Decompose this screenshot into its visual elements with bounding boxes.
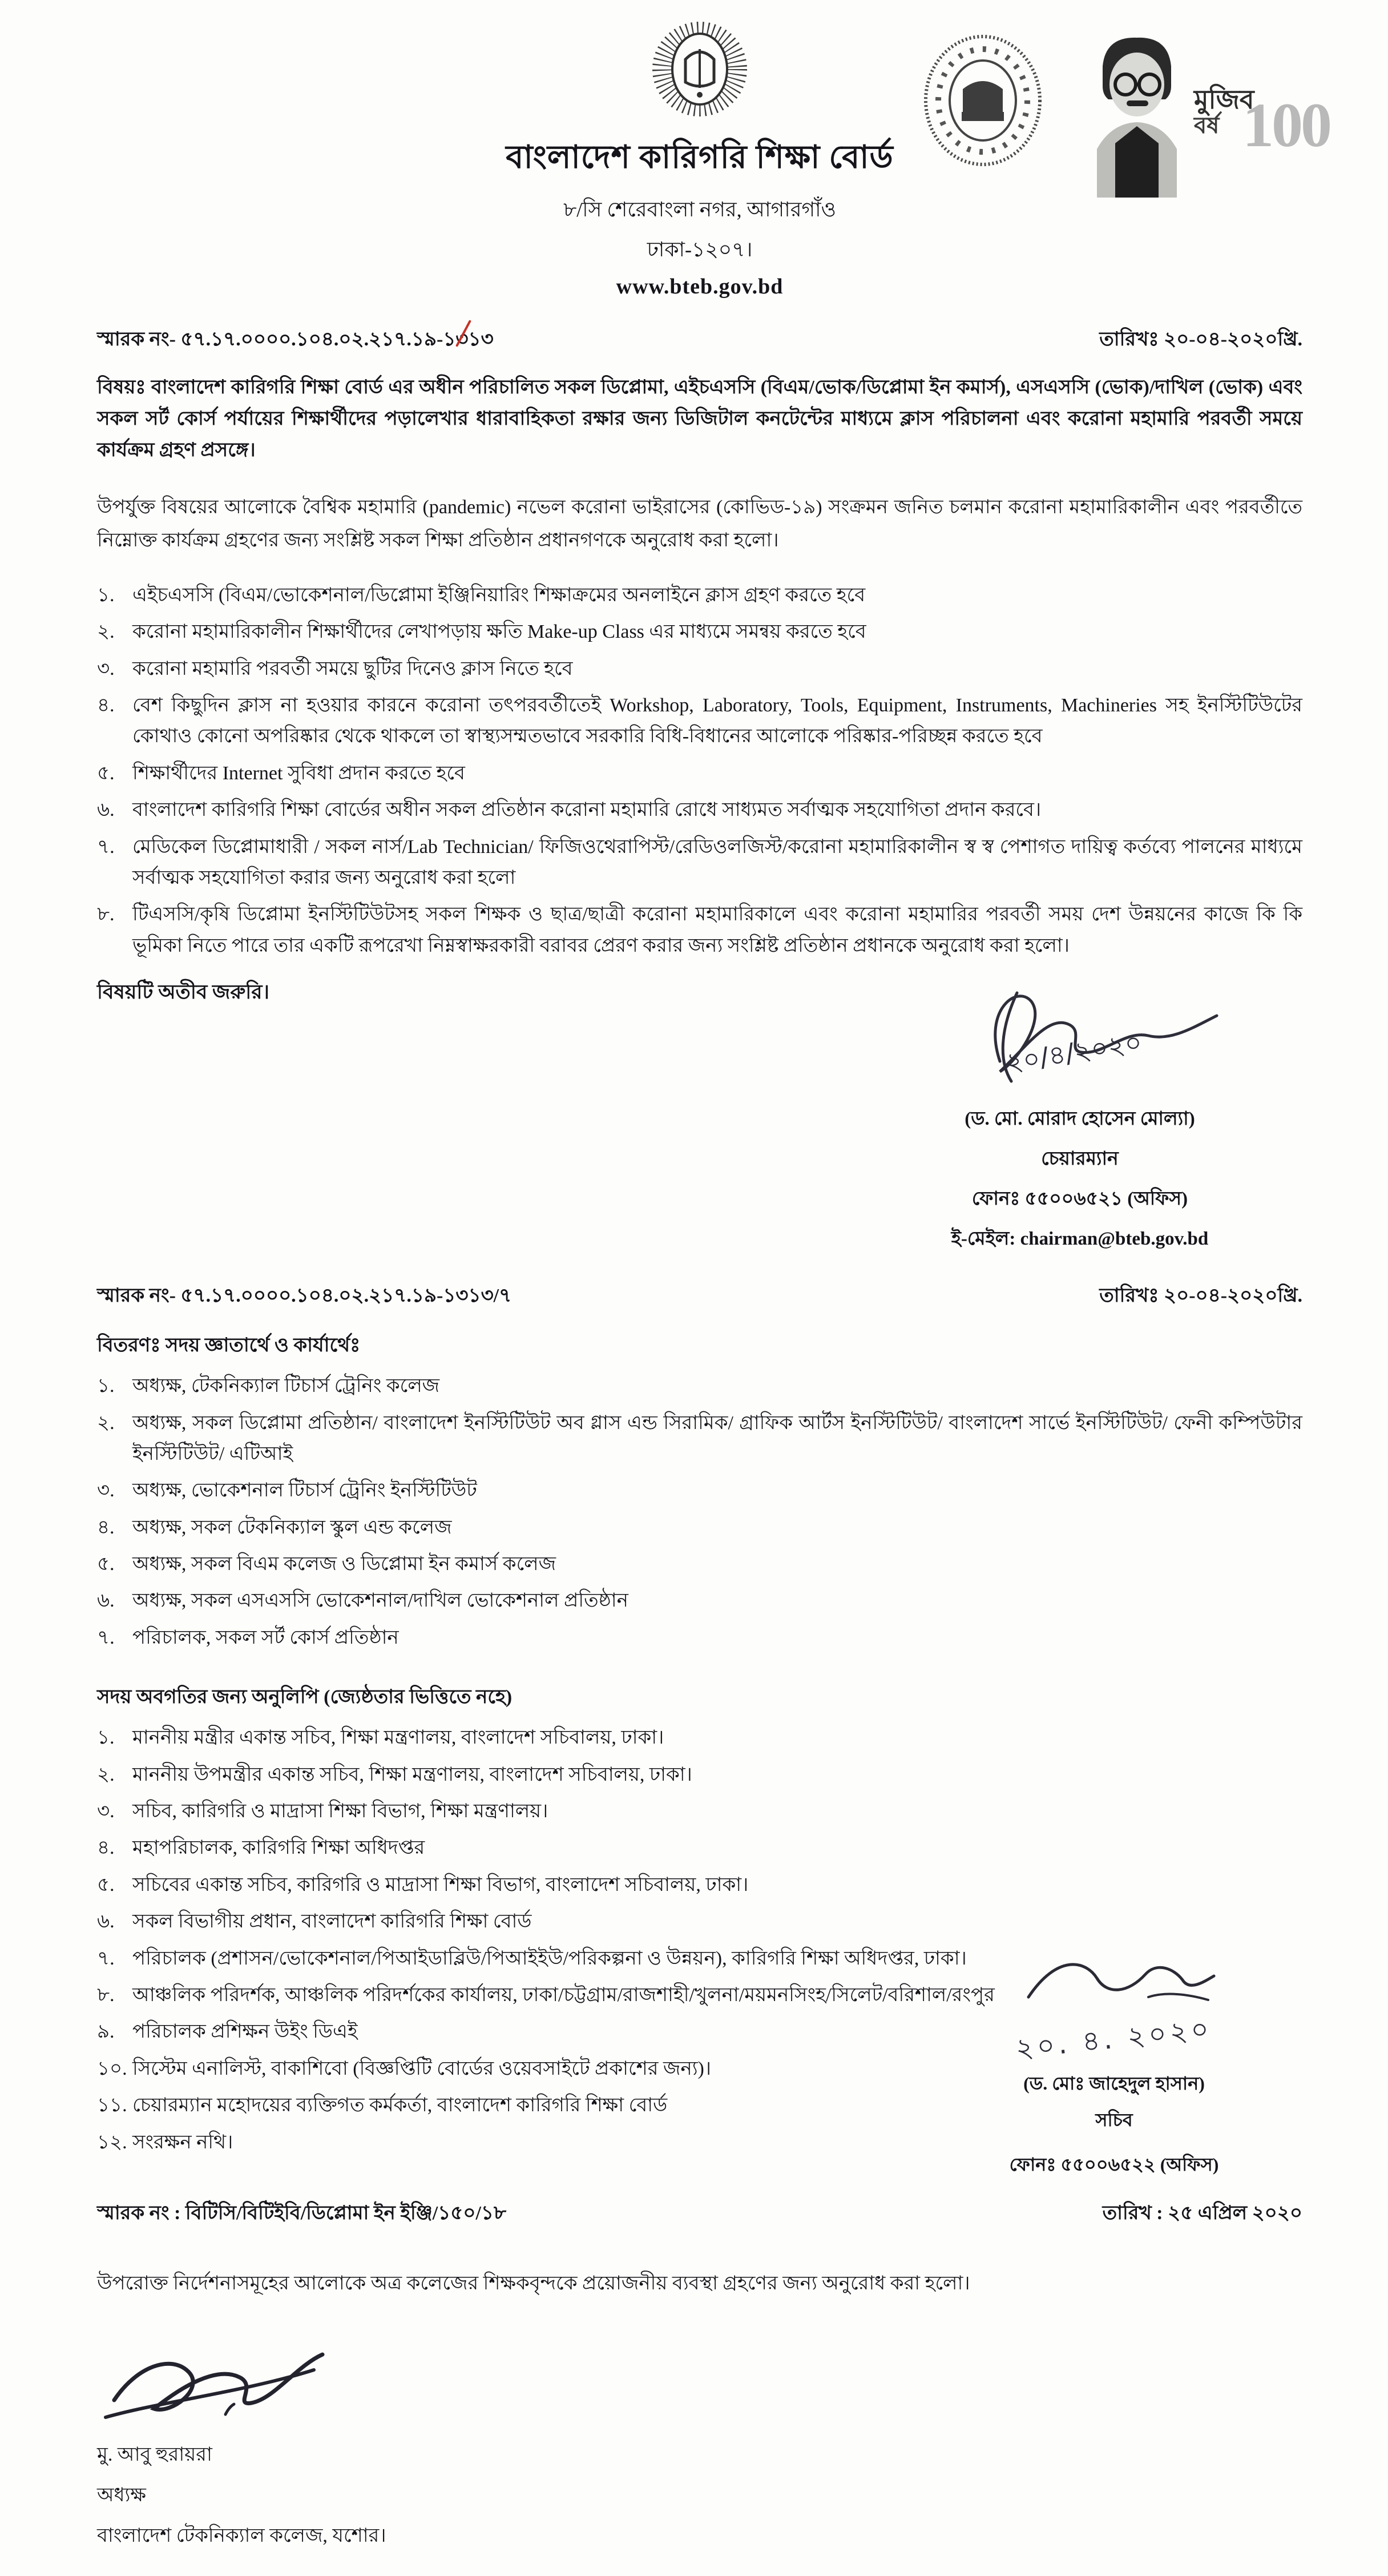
item-text: মহাপরিচালক, কারিগরি শিক্ষা অধিদপ্তর (132, 1837, 425, 1859)
list-item (97, 617, 1302, 647)
cc-heading: সদয় অবগতির জন্য অনুলিপি (জ্যেষ্ঠতার ভিত্তিতে নহে) (97, 1687, 513, 1708)
secretary-phone: ফোনঃ ৫৫০০৬৫২২ (অফিস) (1009, 2154, 1219, 2175)
memo-number-1-text: স্মারক নং- ৫৭.১৭.০০০০.১০৪.০২.২১৭.১৯-১৩১৩ (97, 329, 494, 350)
item-number: ২. (97, 1764, 115, 1785)
principal-name: মু. আবু হুরায়রা (97, 2444, 212, 2465)
item-text: আঞ্চলিক পরিদর্শক, আঞ্চলিক পরিদর্শকের কার্যালয়, ঢাকা/চট্টগ্রাম/রাজশাহী/খুলনা/ময়মনসিংহ/সিলেট/বরিশাল/রংপুর (132, 1984, 995, 2006)
item-number: ৮. (97, 904, 115, 925)
board-round-seal-icon (917, 32, 1048, 175)
item-number: ৫. (97, 762, 115, 784)
item-text: চেয়ারম্যান মহোদয়ের ব্যক্তিগত কর্মকর্তা, বাংলাদেশ কারিগরি শিক্ষা বোর্ড (132, 2095, 668, 2116)
item-text: এইচএসসি (বিএম/ভোকেশনাল/ডিপ্লোমা ইঞ্জিনিয়ারিং শিক্ষাক্রমের অনলাইনে ক্লাস গ্রহণ করতে হবে (132, 584, 866, 606)
secretary-name: (ড. মোঃ জাহেদুল হাসান) (1023, 2072, 1205, 2094)
item-text: টিএসসি/কৃষি ডিপ্লোমা ইনস্টিটিউটসহ সকল শিক্ষক ও ছাত্র/ছাত্রী করোনা মহামারিকালে এবং করোনা মহামারির পরবর্তী সময় দেশ উন্নয়নের কাজে কি কি ভূমিকা নিতে পারে তার একটি রূপরেখা নিম্নস্বাক্ষরকারী বরাবর প্রেরণ করার জন্য সংশ্লিষ্ট প্রতিষ্ঠান প্রধানকে অনুরোধ করা হলো। (132, 904, 1302, 956)
list-item (97, 832, 1302, 894)
item-number: ৩. (97, 1801, 115, 1822)
list-item (97, 795, 1302, 826)
memo-line-3 (97, 2198, 1302, 2231)
urgent-note: বিষয়টি অতীব জরুরি। (97, 981, 270, 1004)
list-item (97, 1623, 1302, 1653)
item-number: ৬. (97, 1911, 115, 1933)
list-item (97, 1475, 1302, 1506)
list-item (97, 2090, 1039, 2121)
subject-paragraph: বিষয়ঃ বাংলাদেশ কারিগরি শিক্ষা বোর্ড এর অধীন পরিচালিত সকল ডিপ্লোমা, এইচএসসি (বিএম/ভোক/ডিপ্লোমা ইন কমার্স), এসএসসি (ভোক)/দাখিল (ভোক) এবং সকল সর্ট কোর্স পর্যায়ের শিক্ষার্থীদের পড়ালেখার ধারাবাহিকতা রক্ষার জন্য ডিজিটাল কনটেন্টের মাধ্যমে ক্লাস পরিচালনা এবং করোনা মহামারি পরবর্তী সময়ে কার্যক্রম গ্রহণ প্রসঙ্গে। (97, 377, 1302, 461)
chairman-phone: ফোনঃ ৫৫০০৬৫২১ (অফিস) (971, 1189, 1188, 1210)
chairman-email: ই-মেইল: chairman@bteb.gov.bd (951, 1229, 1209, 1250)
chairman-handwritten-date: ২০/৪/২০২০ (1003, 1026, 1144, 1078)
item-number: ১১. (97, 2095, 127, 2116)
chairman-signature-block (857, 976, 1302, 1255)
item-number: ২. (97, 621, 115, 643)
secretary-title: সচিব (1095, 2109, 1133, 2130)
closing-paragraph: উপরোক্ত নির্দেশনাসমূহের আলোকে অত্র কলেজের শিক্ষকবৃন্দকে প্রয়োজনীয় ব্যবস্থা গ্রহণের জন্য অনুরোধ করা হলো। (97, 2272, 970, 2294)
memo-number-2: স্মারক নং- ৫৭.১৭.০০০০.১০৪.০২.২১৭.১৯-১৩১৩/৭ (97, 1285, 512, 1307)
list-item (97, 1371, 1302, 1402)
list-item (97, 2127, 1039, 2158)
list-item (97, 580, 1302, 611)
principal-title: অধ্যক্ষ (97, 2484, 146, 2506)
memo-number-3: স্মারক নং : বিটিসি/বিটিইবি/ডিপ্লোমা ইন ইঞ্জি/১৫০/১৮ (97, 2202, 507, 2224)
memo-date-3: তারিখ : ২৫ এপ্রিল ২০২০ (1102, 2202, 1302, 2224)
item-text: সিস্টেম এনালিস্ট, বাকাশিবো (বিজ্ঞপ্তিটি বোর্ডের ওয়েবসাইটে প্রকাশের জন্য)। (132, 2058, 712, 2079)
secretary-handwritten-date: ২০. ৪. ২০২০ (1014, 2012, 1214, 2065)
item-text: পরিচালক (প্রশাসন/ভোকেশনাল/পিআইডাব্লিউ/পিআইইউ/পরিকল্পনা ও উন্নয়ন), কারিগরি শিক্ষা অধিদপ্তর, ঢাকা। (132, 1947, 967, 1969)
chairman-name: (ড. মো. মোরাদ হোসেন মোল্যা) (965, 1109, 1195, 1130)
list-item (97, 899, 1302, 961)
list-item (97, 690, 1302, 752)
distribution-list (97, 1371, 1302, 1653)
item-number: ৪. (97, 1516, 115, 1538)
item-number: ১. (97, 584, 115, 606)
item-text: পরিচালক, সকল সর্ট কোর্স প্রতিষ্ঠান (132, 1627, 399, 1648)
item-number: ৪. (97, 1837, 115, 1859)
item-text: সংরক্ষন নথি। (132, 2131, 233, 2153)
item-number: ৩. (97, 658, 115, 679)
list-item (97, 1585, 1302, 1616)
item-text: মাননীয় উপমন্ত্রীর একান্ত সচিব, শিক্ষা মন্ত্রণালয়, বাংলাদেশ সচিবালয়, ঢাকা। (132, 1764, 692, 1785)
item-number: ১. (97, 1375, 115, 1397)
item-text: বেশ কিছুদিন ক্লাস না হওয়ার কারনে করোনা তৎপরবর্তীতেই Workshop, Laboratory, Tools, Equipment, Instruments, Machineries সহ ইনস্টিটিউটের কোথাও কোনো অপরিষ্কার থেকে থাকলে তা স্বাস্থ্যসম্মতভাবে সরকারি বিধি-বিধানের আলোকে পরিষ্কার-পরিচ্ছন্ন করতে হবে (132, 695, 1302, 747)
mujib-logo-word2: বর্ষ (1194, 112, 1220, 139)
item-number: ১. (97, 1727, 115, 1749)
list-item (97, 1760, 1039, 1790)
item-number: ৪. (97, 695, 115, 716)
list-item (97, 1722, 1039, 1753)
list-item (97, 1549, 1302, 1580)
item-number: ৬. (97, 799, 115, 821)
item-text: সকল বিভাগীয় প্রধান, বাংলাদেশ কারিগরি শিক্ষা বোর্ড (132, 1911, 532, 1933)
list-item (97, 1943, 1039, 1974)
memo-date-1: তারিখঃ ২০-০৪-২০২০খ্রি. (1099, 329, 1302, 350)
principal-org: বাংলাদেশ টেকনিক্যাল কলেজ, যশোর। (97, 2525, 386, 2546)
item-number: ২. (97, 1412, 115, 1434)
mujib-100-text: 100 (1242, 90, 1330, 160)
list-item (97, 1796, 1039, 1827)
item-text: বাংলাদেশ কারিগরি শিক্ষা বোর্ডের অধীন সকল প্রতিষ্ঠান করোনা মহামারি রোধে সাধ্যমত সর্বাত্মক সহযোগিতা প্রদান করবে। (132, 799, 1042, 821)
org-address-line2: ঢাকা-১২০৭। (647, 238, 753, 261)
org-name: বাংলাদেশ কারিগরি শিক্ষা বোর্ড (506, 140, 894, 175)
item-text: অধ্যক্ষ, সকল বিএম কলেজ ও ডিপ্লোমা ইন কমার্স কলেজ (132, 1553, 556, 1575)
list-item (97, 1833, 1039, 1863)
item-number: ৭. (97, 1627, 115, 1648)
chairman-title: চেয়ারম্যান (1041, 1149, 1119, 1170)
list-item (97, 2054, 1039, 2084)
item-text: অধ্যক্ষ, সকল টেকনিক্যাল স্কুল এন্ড কলেজ (132, 1516, 452, 1538)
item-number: ৬. (97, 1590, 115, 1612)
list-item (97, 1980, 1039, 2011)
item-number: ৫. (97, 1874, 115, 1895)
item-text: পরিচালক প্রশিক্ষন উইং ডিএই (132, 2021, 358, 2043)
item-text: করোনা মহামারি পরবর্তী সময়ে ছুটির দিনেও ক্লাস নিতে হবে (132, 658, 573, 679)
distribution-heading: বিতরণঃ সদয় জ্ঞাতার্থে ও কার্যার্থেঃ (97, 1335, 361, 1357)
item-number: ১২. (97, 2131, 127, 2153)
item-number: ৯. (97, 2021, 115, 2043)
org-website: www.bteb.gov.bd (616, 275, 784, 299)
letterhead (97, 15, 1330, 299)
list-item (97, 2016, 1039, 2047)
memo-number-1 (97, 324, 494, 357)
body-paragraph: উপর্যুক্ত বিষয়ের আলোকে বৈশ্বিক মহামারি (pandemic) নভেল করোনা ভাইরাসের (কোভিড-১৯) সংক্রমন জনিত চলমান করোনা মহামারিকালীন এবং পরবর্তীতে নিম্নোক্ত কার্যক্রম গ্রহণের জন্য সংশ্লিষ্ট সকল শিক্ষা প্রতিষ্ঠান প্রধানগণকে অনুরোধ করা হলো। (97, 497, 1302, 552)
list-item (97, 1870, 1039, 1901)
item-number: ৭. (97, 1947, 115, 1969)
item-text: শিক্ষার্থীদের Internet সুবিধা প্রদান করতে হবে (132, 762, 465, 784)
mujib-logo-word1: মুজিব (1194, 85, 1254, 114)
directives-list (97, 580, 1302, 961)
item-number: ১০. (97, 2058, 127, 2079)
item-text: অধ্যক্ষ, ভোকেশনাল টিচার্স ট্রেনিং ইনস্টিটিউট (132, 1480, 477, 1502)
memo-line-2 (97, 1281, 1302, 1313)
list-item (97, 758, 1302, 789)
item-text: মাননীয় মন্ত্রীর একান্ত সচিব, শিক্ষা মন্ত্রণালয়, বাংলাদেশ সচিবালয়, ঢাকা। (132, 1727, 664, 1749)
item-text: করোনা মহামারিকালীন শিক্ষার্থীদের লেখাপড়ায় ক্ষতি Make-up Class এর মাধ্যমে সমন্বয় করতে হবে (132, 621, 866, 643)
secretary-signature-block (931, 1943, 1297, 2181)
principal-signature (97, 2334, 337, 2432)
item-text: সচিবের একান্ত সচিব, কারিগরি ও মাদ্রাসা শিক্ষা বিভাগ, বাংলাদেশ সচিবালয়, ঢাকা। (132, 1874, 749, 1895)
item-text: অধ্যক্ষ, সকল এসএসসি ভোকেশনাল/দাখিল ভোকেশনাল প্রতিষ্ঠান (132, 1590, 628, 1612)
cc-list (97, 1722, 1039, 2158)
org-address-line1: ৮/সি শেরেবাংলা নগর, আগারগাঁও (563, 198, 837, 221)
mujib-borsho-logo (1080, 32, 1330, 198)
item-text: অধ্যক্ষ, সকল ডিপ্লোমা প্রতিষ্ঠান/ বাংলাদেশ ইনস্টিটিউট অব গ্লাস এন্ড সিরামিক/ গ্রাফিক আর্টস ইনস্টিটিউট/ বাংলাদেশ সার্ভে ইনস্টিটিউট/ ফেনী কম্পিউটার ইনস্টিটিউট/ এটিআই (132, 1412, 1302, 1464)
memo-date-2: তারিখঃ ২০-০৪-২০২০খ্রি. (1099, 1285, 1302, 1307)
list-item (97, 1512, 1302, 1543)
item-text: মেডিকেল ডিপ্লোমাধারী / সকল নার্স/Lab Technician/ ফিজিওথেরাপিস্ট/রেডিওলজিস্ট/করোনা মহামারিকালীন স্ব স্ব পেশাগত দায়িত্ব কর্তব্যে পালনের মাধ্যমে সর্বাত্মক সহযোগিতা করার জন্য অনুরোধ করা হলো (132, 836, 1302, 888)
item-text: অধ্যক্ষ, টেকনিক্যাল টিচার্স ট্রেনিং কলেজ (132, 1375, 440, 1397)
memo-line-1 (97, 324, 1302, 357)
list-item (97, 1906, 1039, 1937)
item-number: ৭. (97, 836, 115, 858)
bangabandhu-portrait-icon (1080, 32, 1194, 198)
item-text: সচিব, কারিগরি ও মাদ্রাসা শিক্ষা বিভাগ, শিক্ষা মন্ত্রণালয়। (132, 1801, 548, 1822)
item-number: ৮. (97, 1984, 115, 2006)
list-item (97, 1408, 1302, 1470)
principal-signature-block (97, 2334, 1302, 2553)
item-number: ৩. (97, 1480, 115, 1502)
item-number: ৫. (97, 1553, 115, 1575)
list-item (97, 654, 1302, 685)
